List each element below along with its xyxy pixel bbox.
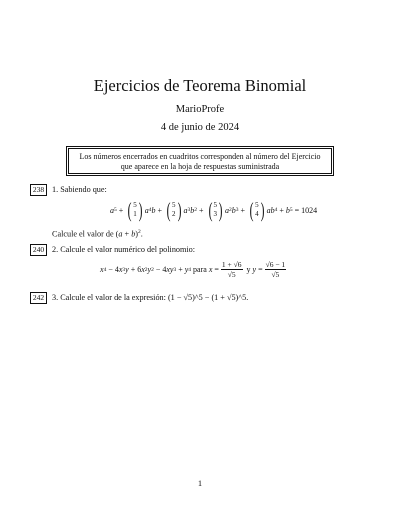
- exercise-number-box: 238: [30, 184, 47, 196]
- author-name: MarioProfe: [175, 104, 225, 115]
- notice-line-2: que aparece en la hoja de respuestas suministrada: [120, 162, 280, 171]
- exercise-number-box: 242: [30, 292, 47, 304]
- polynomial-formula: x 4 − 4 x 3 y + 6 x 2 y 2 − 4 xy 3 + y 4 para x = $\frac{1 + √6}{√5}$ y y = $\frac{√6 - 1}{√5}$: [100, 260, 286, 279]
- notice-box: [66, 146, 334, 176]
- notice-line-1: Los números encerrados en cuadritos corresponden al número del Ejercicio: [79, 152, 321, 161]
- document-date: 4 de junio de 2024: [160, 122, 240, 133]
- binomial-expansion-formula: a 5 + ( 5 1 ) a 4 b + ( 5 2 ) a 3 b 2 + ( 5 3 ) a 2 b 3 + ( 5 4 ) ab 4 + b 5 = 1024: [110, 198, 318, 222]
- exercise-number-box: 240: [30, 244, 47, 256]
- exercise-follow-text: Calcule el valor de $(a + b)^2$.: [52, 229, 143, 239]
- page-number: 1: [197, 478, 203, 488]
- notice-inner-box: [68, 148, 332, 174]
- exercise-label: 3. Calcule el valor de la expresión: (1 − √5)^5 − (1 + √5)^5.: [52, 293, 249, 302]
- document-title: Ejercicios de Teorema Binomial: [93, 76, 307, 95]
- exercise-label: 1. Sabiendo que:: [52, 185, 107, 194]
- exercise-label: 2. Calcule el valor numérico del polinomio:: [52, 245, 196, 254]
